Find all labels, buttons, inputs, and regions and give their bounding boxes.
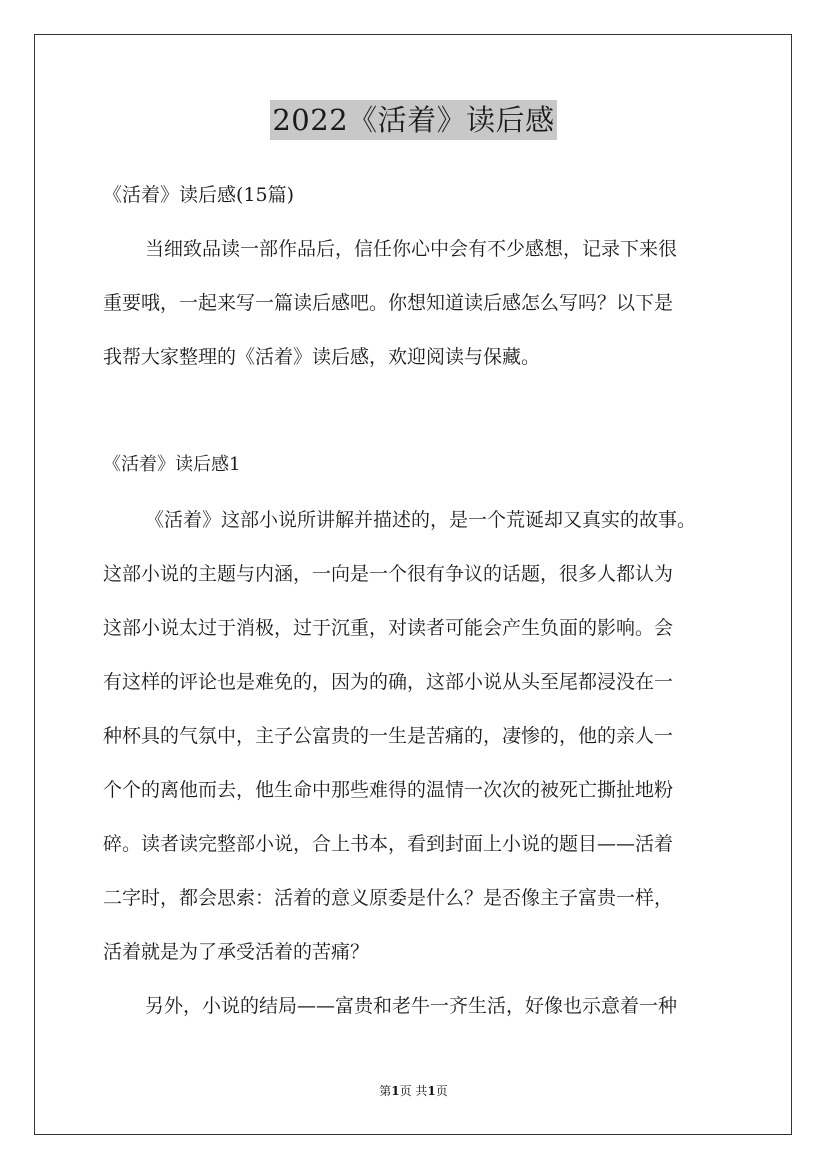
document-title: 2022《活着》读后感 [270,100,556,140]
page-footer [0,1083,827,1099]
body-line: 这部小说的主题与内涵，一向是一个很有争议的话题，很多人都认为 [103,563,674,585]
footer-total-pages: 1 [427,1084,436,1098]
body-line: 种杯具的气氛中，主子公富贵的一生是苦痛的，凄惨的，他的亲人一 [103,725,674,747]
body-line: 《活着》这部小说所讲解并描述的，是一个荒诞却又真实的故事。 [145,509,697,531]
intro-line: 当细致品读一部作品后，信任你心中会有不少感想，记录下来很 [145,238,678,260]
section-heading: 《活着》读后感1 [103,454,241,475]
body-line: 个个的离他而去，他生命中那些难得的温情一次次的被死亡撕扯地粉 [103,779,674,801]
footer-page-prefix: 第 [379,1084,392,1098]
intro-line: 重要哦，一起来写一篇读后感吧。你想知道读后感怎么写吗？以下是 [103,292,674,314]
body-line: 碎。读者读完整部小说，合上书本，看到封面上小说的题目——活着 [103,833,674,855]
footer-page-mid: 页 共 [399,1084,428,1098]
body-line: 二字时，都会思索：活着的意义原委是什么？是否像主子富贵一样， [103,887,674,909]
body-line: 这部小说太过于消极，过于沉重，对读者可能会产生负面的影响。会 [103,617,674,639]
document-subtitle: 《活着》读后感(15篇) [103,184,295,206]
footer-page-suffix: 页 [435,1084,448,1098]
body-line: 有这样的评论也是难免的，因为的确，这部小说从头至尾都浸没在一 [103,671,674,693]
footer-page-number: 1 [391,1084,400,1098]
intro-line: 我帮大家整理的《活着》读后感，欢迎阅读与保藏。 [103,346,541,368]
body-line: 活着就是为了承受活着的苦痛？ [103,941,370,963]
body-line-last: 另外，小说的结局——富贵和老牛一齐生活，好像也示意着一种 [145,995,678,1017]
title-container [0,100,827,140]
